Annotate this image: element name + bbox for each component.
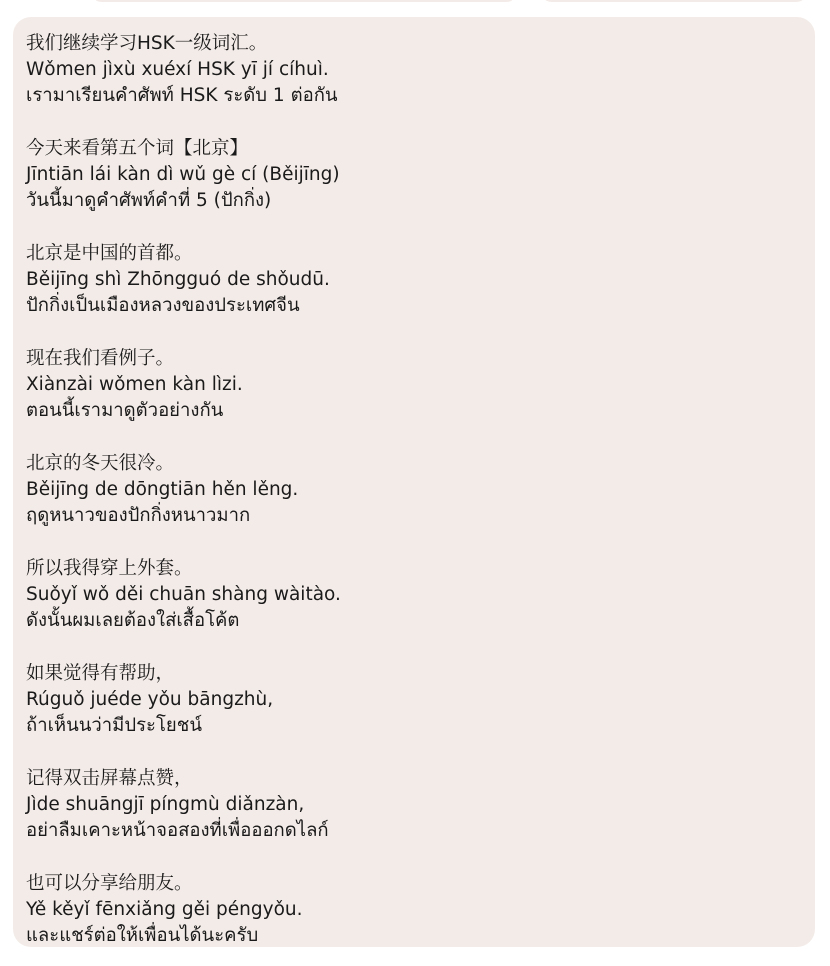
paragraph-5 [26, 451, 801, 529]
pinyin-line: Xiànzài wǒmen kàn lìzi. [26, 374, 243, 395]
previous-card-fragment-left [90, 0, 518, 2]
chinese-line: 现在我们看例子。 [26, 348, 175, 369]
thai-line: อย่าลืมเคาะหน้าจอสองที่เพื่อออกดไลก์ [26, 820, 329, 841]
note-card [13, 17, 815, 947]
pinyin-line: Běijīng shì Zhōngguó de shǒudū. [26, 269, 330, 290]
thai-line: ถ้าเห็นนว่ามีประโยชน์ [26, 715, 202, 736]
paragraph-2 [26, 136, 801, 214]
paragraph-9 [26, 871, 801, 947]
chinese-line: 如果觉得有帮助， [26, 663, 175, 684]
thai-line: และแชร์ต่อให้เพื่อนได้นะครับ [26, 925, 259, 946]
paragraph-6 [26, 556, 801, 634]
chinese-line: 我们继续学习HSK一级词汇。 [26, 33, 268, 54]
paragraph-7 [26, 661, 801, 739]
chinese-line: 记得双击屏幕点赞， [26, 768, 193, 789]
chinese-line: 所以我得穿上外套。 [26, 558, 193, 579]
thai-line: ฤดูหนาวของปักกิ่งหนาวมาก [26, 505, 251, 526]
paragraph-1 [26, 31, 801, 109]
chinese-line: 北京是中国的首都。 [26, 243, 193, 264]
pinyin-line: Wǒmen jìxù xuéxí HSK yī jí cíhuì. [26, 59, 329, 80]
chinese-line: 今天来看第五个词【北京】 [26, 138, 249, 159]
paragraph-8 [26, 766, 801, 844]
paragraph-4 [26, 346, 801, 424]
thai-line: ปักกิ่งเป็นเมืองหลวงของประเทศจีน [26, 295, 300, 316]
pinyin-line: Jìde shuāngjī píngmù diǎnzàn, [26, 794, 305, 815]
paragraph-3 [26, 241, 801, 319]
thai-line: ดังนั้นผมเลยต้องใส่เสื้อโค้ต [26, 610, 240, 631]
thai-line: เรามาเรียนคำศัพท์ HSK ระดับ 1 ต่อกัน [26, 85, 338, 106]
pinyin-line: Jīntiān lái kàn dì wǔ gè cí (Běijīng) [26, 164, 340, 185]
thai-line: วันนี้มาดูคำศัพท์คำที่ 5 (ปักกิ่ง) [26, 190, 272, 211]
thai-line: ตอนนี้เรามาดูตัวอย่างกัน [26, 400, 224, 421]
previous-card-fragment-right [540, 0, 808, 2]
pinyin-line: Běijīng de dōngtiān hěn lěng. [26, 479, 299, 500]
chinese-line: 也可以分享给朋友。 [26, 873, 193, 894]
pinyin-line: Rúguǒ juéde yǒu bāngzhù, [26, 689, 274, 710]
pinyin-line: Yě kěyǐ fēnxiǎng gěi péngyǒu. [26, 899, 303, 920]
pinyin-line: Suǒyǐ wǒ děi chuān shàng wàitào. [26, 584, 341, 605]
chinese-line: 北京的冬天很冷。 [26, 453, 175, 474]
